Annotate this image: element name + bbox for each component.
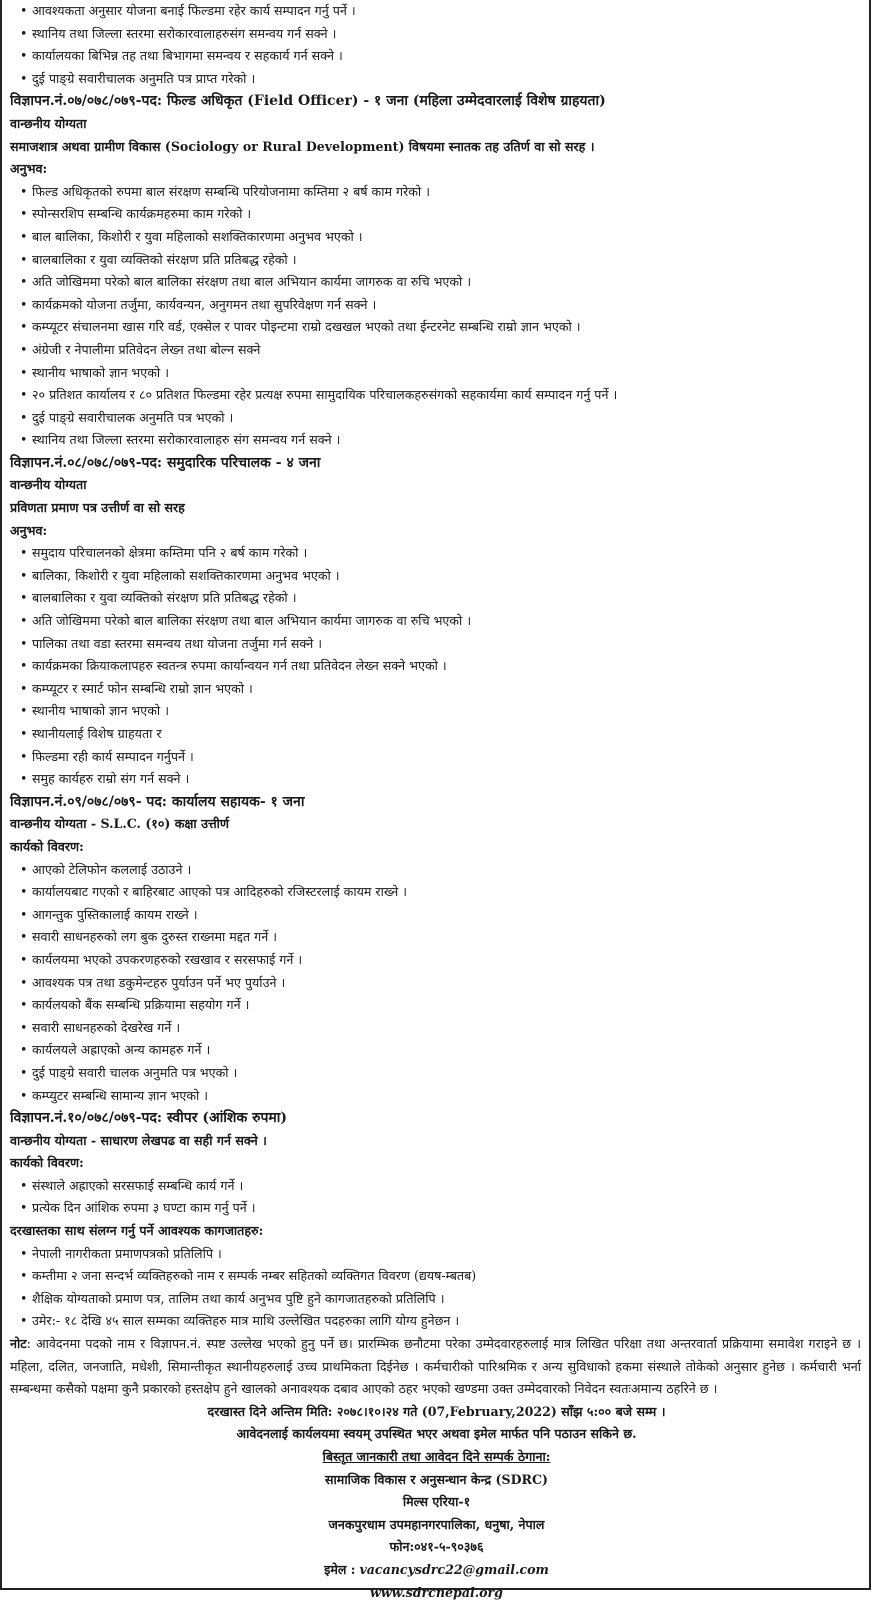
address-city: जनकपुरधाम उपमहानगरपालिका, धनुषा, नेपाल bbox=[328, 1516, 545, 1532]
list-item: • समुह कार्यहरु राम्रो संग गर्न सक्ने । bbox=[10, 768, 863, 791]
list-item: • बालिका, किशोरी र युवा महिलाको सशक्तिकारणमा अनुभव भएको । bbox=[10, 565, 863, 588]
documents-section bbox=[10, 1220, 863, 1333]
list-item: • सवारी साधनहरुको देखरेख गर्ने । bbox=[10, 1017, 863, 1040]
list-item: • कार्यालयका बिभिन्न तह तथा बिभागमा समन्वय र सहकार्य गर्न सक्ने । bbox=[10, 45, 863, 68]
list-item: • कम्प्यूटर र स्मार्ट फोन सम्बन्धि राम्रो ज्ञान भएको । bbox=[10, 678, 863, 701]
list-item: • दुई पाङ्ग्रे सवारीचालक अनुमति पत्र प्राप्त गरेको । bbox=[10, 68, 863, 91]
list-item: • संस्थाले अह्राएको सरसफाई सम्बन्धि कार्य गर्ने । bbox=[10, 1175, 863, 1198]
list-item: • कार्यक्रमको योजना तर्जुमा, कार्यवन्यन, अनुगमन तथा सुपरिवेक्षण गर्न सक्ने । bbox=[10, 294, 863, 317]
list-item: • अति जोखिममा परेको बाल बालिका संरक्षण तथा बाल अभियान कार्यमा जागरुक वा रुचि भएको । bbox=[10, 271, 863, 294]
list-item: • कम्प्युटर सम्बन्धि सामान्य ज्ञान भएको । bbox=[10, 1085, 863, 1108]
post-07-section bbox=[10, 90, 863, 452]
list-item: • बाल बालिका, किशोरी र युवा महिलाको सशक्तिकारणमा अनुभव भएको । bbox=[10, 226, 863, 249]
list-item: • आगन्तुक पुस्तिकालाई कायम राख्ने । bbox=[10, 904, 863, 927]
list-item: • कार्यलयमा भएको उपकरणहरुको रखखाव र सरसफाई गर्ने । bbox=[10, 949, 863, 972]
address-area: मिल्स एरिया-१ bbox=[402, 1494, 471, 1510]
post-08-bullet-list bbox=[10, 542, 863, 791]
phone-line: फोन:०४१-५-९०३७६ bbox=[389, 1539, 484, 1555]
note-text: : आवेदनमा पदको नाम र विज्ञापन.नं. स्पष्ट उल्लेख भएको हुनु पर्ने छ। प्रारम्भिक छनौटमा परेका उम्मेदवारहरुलाई मात्र लिखित परिक्षा तथा अन्तरवार्ता प्रक्रियामा समावेश गराइने छ । महिला, दलित, जनजाति, मधेशी, सिमान्तीकृत स्थानीयहरुलाई उच्च प्राथमिकता दिईनेछ । कर्मचारीको पारिश्रमिक र अन्य सुविधाको हकमा संस्थाले तोकेको अनुसार हुनेछ । कर्मचारी भर्ना सम्बन्धमा कसैको पक्षमा कुनै प्रकारको हस्तक्षेप हुने खालको अनावश्यक दबाव आएको ठहर भएको खण्डमा उक्त उम्मेदवारको निवेदन स्वतःअमान्य ठहरिने छ । bbox=[10, 1336, 861, 1397]
documents-label: दरखास्तका साथ संलग्न गर्नु पर्ने आवश्यक कागजातहरु: bbox=[10, 1223, 264, 1239]
post-10-qualification-text: वान्छनीय योग्यता - साधारण लेखपढ वा सही गर्न सक्ने । bbox=[10, 1132, 267, 1148]
list-item: • स्थानीय भाषाको ज्ञान भएको । bbox=[10, 362, 863, 385]
post-08-experience-label: अनुभव: bbox=[10, 522, 48, 538]
list-item: • अंग्रेजी र नेपालीमा प्रतिवेदन लेख्न तथा बोल्न सक्ने bbox=[10, 339, 863, 362]
list-item: • समुदाय परिचालनको क्षेत्रमा कम्तिमा पनि २ बर्ष काम गरेको । bbox=[10, 542, 863, 565]
list-item: • आएको टेलिफोन कललाई उठाउने । bbox=[10, 859, 863, 882]
footer-block bbox=[10, 1401, 863, 1604]
list-item: • दुई पाङ्ग्रे सवारी चालक अनुमति पत्र भएको । bbox=[10, 1062, 863, 1085]
website-link[interactable]: www.sdrcnepal.org bbox=[370, 1584, 503, 1600]
post-09-heading: विज्ञापन.नं.०९/०७८/०७९- पद: कार्यालय सहायक- १ जना bbox=[10, 793, 305, 810]
list-item: • स्थानिय तथा जिल्ला स्तरमा सरोकारवालाहरु संग समन्वय गर्न सक्ने । bbox=[10, 429, 863, 452]
email-label: इमेल : bbox=[324, 1561, 356, 1577]
list-item: • फिल्डमा रही कार्य सम्पादन गर्नुपर्ने । bbox=[10, 746, 863, 769]
list-item: • बालबालिका र युवा व्यक्तिको संरक्षण प्रति प्रतिबद्ध रहेको । bbox=[10, 249, 863, 272]
documents-bullet-list bbox=[10, 1243, 863, 1333]
post-07-experience-label: अनुभव: bbox=[10, 161, 48, 177]
list-item: • अति जोखिममा परेको बाल बालिका संरक्षण तथा बाल अभियान कार्यमा जागरुक वा रुचि भएको । bbox=[10, 610, 863, 633]
list-item: • पालिका तथा वडा स्तरमा समन्वय तथा योजना तर्जुमा गर्न सक्ने । bbox=[10, 633, 863, 656]
list-item: • कार्यक्रमका क्रियाकलापहरु स्वतन्त्र रुपमा कार्यान्वयन गर्न तथा प्रतिवेदन लेख्न सक्ने भएको । bbox=[10, 655, 863, 678]
post-07-qualification-text: समाजशात्र अथवा ग्रामीण विकास (Sociology or Rural Development) विषयमा स्नातक तह उतिर्ण वा सो सरह । bbox=[10, 138, 595, 154]
list-item: • स्थानिय तथा जिल्ला स्तरमा सरोकारवालाहरुसंग समन्वय गर्न सक्ने । bbox=[10, 23, 863, 46]
post-07-bullet-list bbox=[10, 181, 863, 452]
list-item: • स्थानीय भाषाको ज्ञान भएको । bbox=[10, 700, 863, 723]
list-item: • आवश्यक पत्र तथा डकुमेन्टहरु पुर्याउन पर्ने भए पुर्याउने । bbox=[10, 972, 863, 995]
email-link[interactable]: vacancysdrc22@gmail.com bbox=[359, 1561, 549, 1577]
note-paragraph bbox=[10, 1333, 861, 1401]
list-item: • कार्यलयले अह्राएको अन्य कामहरु गर्ने । bbox=[10, 1039, 863, 1062]
list-item: • बालबालिका र युवा व्यक्तिको संरक्षण प्रति प्रतिबद्ध रहेको । bbox=[10, 587, 863, 610]
contact-title: बिस्तृत जानकारी तथा आवेदन दिने सम्पर्क ठेगाना: bbox=[322, 1449, 551, 1464]
post-09-section bbox=[10, 791, 863, 1107]
organization-name: सामाजिक विकास र अनुसन्धान केन्द्र (SDRC) bbox=[325, 1471, 548, 1487]
post-08-section bbox=[10, 452, 863, 791]
post-10-heading: विज्ञापन.नं.१०/०७८/०७९-पद: स्वीपर (आंशिक रुपमा) bbox=[10, 1110, 288, 1127]
post-09-duty-label: कार्यको विवरण: bbox=[10, 838, 84, 854]
post-09-qualification-text: वान्छनीय योग्यता - S.L.C. (१०) कक्षा उत्तीर्ण bbox=[10, 816, 230, 832]
list-item: • प्रत्येक दिन आंशिक रुपमा ३ घण्टा काम गर्नु पर्ने । bbox=[10, 1197, 863, 1220]
list-item: • फिल्ड अधिकृतको रुपमा बाल संरक्षण सम्बन्धि परियोजनामा कम्तिमा २ बर्ष काम गरेको । bbox=[10, 181, 863, 204]
submission-line: आवेदनलाई कार्यलयमा स्वयम् उपस्थित भएर अथवा इमेल मार्फत पनि पठाउन सकिने छ. bbox=[236, 1426, 637, 1442]
list-item: • स्थानीयलाई विशेष ग्राहयता र bbox=[10, 723, 863, 746]
list-item: • सवारी साधनहरुको लग बुक दुरुस्त राख्नमा मद्दत गर्ने । bbox=[10, 926, 863, 949]
list-item: • कम्प्यूटर संचालनमा खास गरि वर्ड, एक्सेल र पावर पोइन्टमा राम्रो दखखल भएको तथा ईन्टरनेट सम्बन्धि राम्रो ज्ञान भएको । bbox=[10, 316, 863, 339]
list-item: • कार्यलयको बैंक सम्बन्धि प्रक्रियामा सहयोग गर्ने । bbox=[10, 994, 863, 1017]
post-10-section bbox=[10, 1107, 863, 1220]
list-item: • आवश्यकता अनुसार योजना बनाई फिल्डमा रहेर कार्य सम्पादन गर्नु पर्ने । bbox=[10, 0, 863, 23]
note-label: नोट bbox=[10, 1336, 27, 1352]
list-item: • नेपाली नागरीकता प्रमाणपत्रको प्रतिलिपि । bbox=[10, 1243, 863, 1266]
list-item: • २० प्रतिशत कार्यालय र ८० प्रतिशत फिल्डमा रहेर प्रत्यक्ष रुपमा सामुदायिक परिचालकहरुसंगको सहकार्यमा कार्य सम्पादन गर्नु पर्ने । bbox=[10, 384, 863, 407]
post-08-heading: विज्ञापन.नं.०८/०७८/०७९-पद: समुदारिक परिचालक - ४ जना bbox=[10, 454, 321, 471]
list-item: • शैक्षिक योग्यताको प्रमाण पत्र, तालिम तथा कार्य अनुभव पुष्टि हुने कागजातहरुको प्रतिलिपि । bbox=[10, 1288, 863, 1311]
top-bullet-list bbox=[10, 0, 863, 90]
post-08-qualification-label: वान्छनीय योग्यता bbox=[10, 477, 87, 493]
email-line bbox=[10, 1559, 863, 1582]
list-item: • कम्तीमा २ जना सन्दर्भ व्यक्तिहरुको नाम र सम्पर्क नम्बर सहितको व्यक्तिगत विवरण (द्ययष-म्बतब) bbox=[10, 1265, 863, 1288]
list-item: • स्पोन्सरशिप सम्बन्धि कार्यक्रमहरुमा काम गरेको । bbox=[10, 203, 863, 226]
post-07-qualification-label: वान्छनीय योग्यता bbox=[10, 115, 87, 131]
list-item: • उमेर:- १८ देखि ४५ साल सम्मका व्यक्तिहरु मात्र माथि उल्लेखित पदहरुका लागि योग्य हुनेछन । bbox=[10, 1310, 863, 1333]
deadline-line: दरखास्त दिने अन्तिम मिति: २०७८।१०।२४ गते (07,February,2022) साँझ ५:०० बजे सम्म । bbox=[207, 1403, 666, 1419]
list-item: • दुई पाङ्ग्रे सवारीचालक अनुमति पत्र भएको । bbox=[10, 407, 863, 430]
post-10-bullet-list bbox=[10, 1175, 863, 1220]
post-09-bullet-list bbox=[10, 859, 863, 1108]
post-07-heading: विज्ञापन.नं.०७/०७८/०७९-पद: फिल्ड अधिकृत (Field Officer) - १ जना (महिला उम्मेदवारलाई विशेष ग्राहयता) bbox=[10, 93, 606, 110]
post-08-qualification-text: प्रविणता प्रमाण पत्र उत्तीर्ण वा सो सरह bbox=[10, 500, 185, 516]
list-item: • कार्यालयबाट गएको र बाहिरबाट आएको पत्र आदिहरुको रजिस्टरलाई कायम राख्ने । bbox=[10, 881, 863, 904]
post-10-duty-label: कार्यको विवरण: bbox=[10, 1155, 84, 1171]
